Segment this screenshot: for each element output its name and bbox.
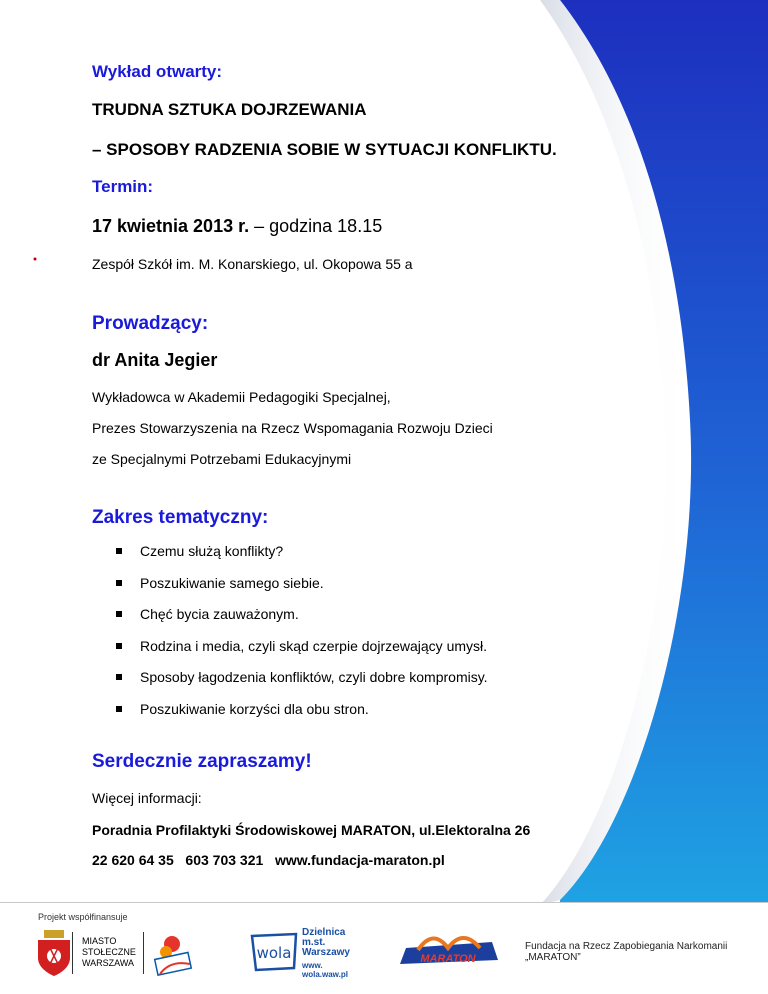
svg-text:wola: wola [256, 944, 292, 962]
colorful-warsaw-logo-icon [150, 930, 196, 976]
list-item: Poszukiwanie korzyści dla obu stron. [92, 698, 488, 720]
wola-district-logo-icon [248, 930, 300, 972]
district-logo-text: Dzielnica m.st. Warszawy [302, 927, 350, 958]
phone-1: 22 620 64 35 [92, 852, 174, 868]
term-datetime [92, 216, 382, 237]
bullet-icon [116, 643, 122, 649]
host-name: dr Anita Jegier [92, 350, 218, 370]
bullet-icon [116, 548, 122, 554]
maraton-logo-icon [398, 930, 502, 970]
host-label: Prowadzący: [92, 313, 209, 334]
website-link[interactable]: www.fundacja-maraton.pl [274, 852, 445, 868]
host-desc-1: Wykładowca w Akademii Pedagogiki Specjalnej, [92, 389, 391, 405]
footer-divider [0, 902, 768, 903]
svg-text:MARATON: MARATON [420, 953, 476, 965]
info-contacts [92, 852, 445, 868]
term-place: Zespół Szkół im. M. Konarskiego, ul. Okopowa 55 a [92, 256, 413, 272]
info-organization: Poradnia Profilaktyki Środowiskowej MARATON, ul.Elektoralna 26 [92, 822, 531, 838]
list-item: Rodzina i media, czyli skąd czerpie dojrzewający umysł. [92, 635, 488, 657]
event-type-label: Wykład otwarty: [92, 62, 223, 81]
topic-list [92, 540, 488, 729]
invitation: Serdecznie zapraszamy! [92, 751, 312, 772]
list-item: Chęć bycia zauważonym. [92, 603, 488, 625]
stray-dot [34, 258, 37, 261]
city-logo-text: MIASTO STOŁECZNE WARSZAWA [82, 936, 136, 968]
info-label: Więcej informacji: [92, 790, 202, 806]
term-time: – godzina 18.15 [249, 216, 383, 236]
host-desc-3: ze Specjalnymi Potrzebami Edukacyjnymi [92, 451, 352, 467]
bullet-icon [116, 674, 122, 680]
logo-divider [143, 932, 144, 974]
logo-divider [72, 932, 73, 974]
warsaw-coat-of-arms-icon [30, 928, 78, 978]
title-line-2: – SPOSOBY RADZENIA SOBIE W SYTUACJI KONFLIKTU. [92, 140, 557, 159]
scope-label: Zakres tematyczny: [92, 507, 269, 528]
bullet-icon [116, 706, 122, 712]
term-date: 17 kwietnia 2013 r. [92, 216, 250, 236]
host-desc-2: Prezes Stowarzyszenia na Rzecz Wspomagania Rozwoju Dzieci [92, 420, 493, 436]
district-website: www. wola.waw.pl [302, 961, 348, 979]
title-line-1: TRUDNA SZTUKA DOJRZEWANIA [92, 100, 367, 119]
term-label: Termin: [92, 177, 154, 196]
list-item: Poszukiwanie samego siebie. [92, 572, 488, 594]
phone-2: 603 703 321 [185, 852, 264, 868]
list-item: Czemu służą konflikty? [92, 540, 488, 562]
foundation-name: Fundacja na Rzecz Zapobiegania Narkomanii „MARATON” [525, 941, 728, 963]
list-item: Sposoby łagodzenia konfliktów, czyli dobre kompromisy. [92, 666, 488, 688]
bullet-icon [116, 580, 122, 586]
cofinanced-label: Projekt współfinansuje [38, 912, 128, 922]
bullet-icon [116, 611, 122, 617]
